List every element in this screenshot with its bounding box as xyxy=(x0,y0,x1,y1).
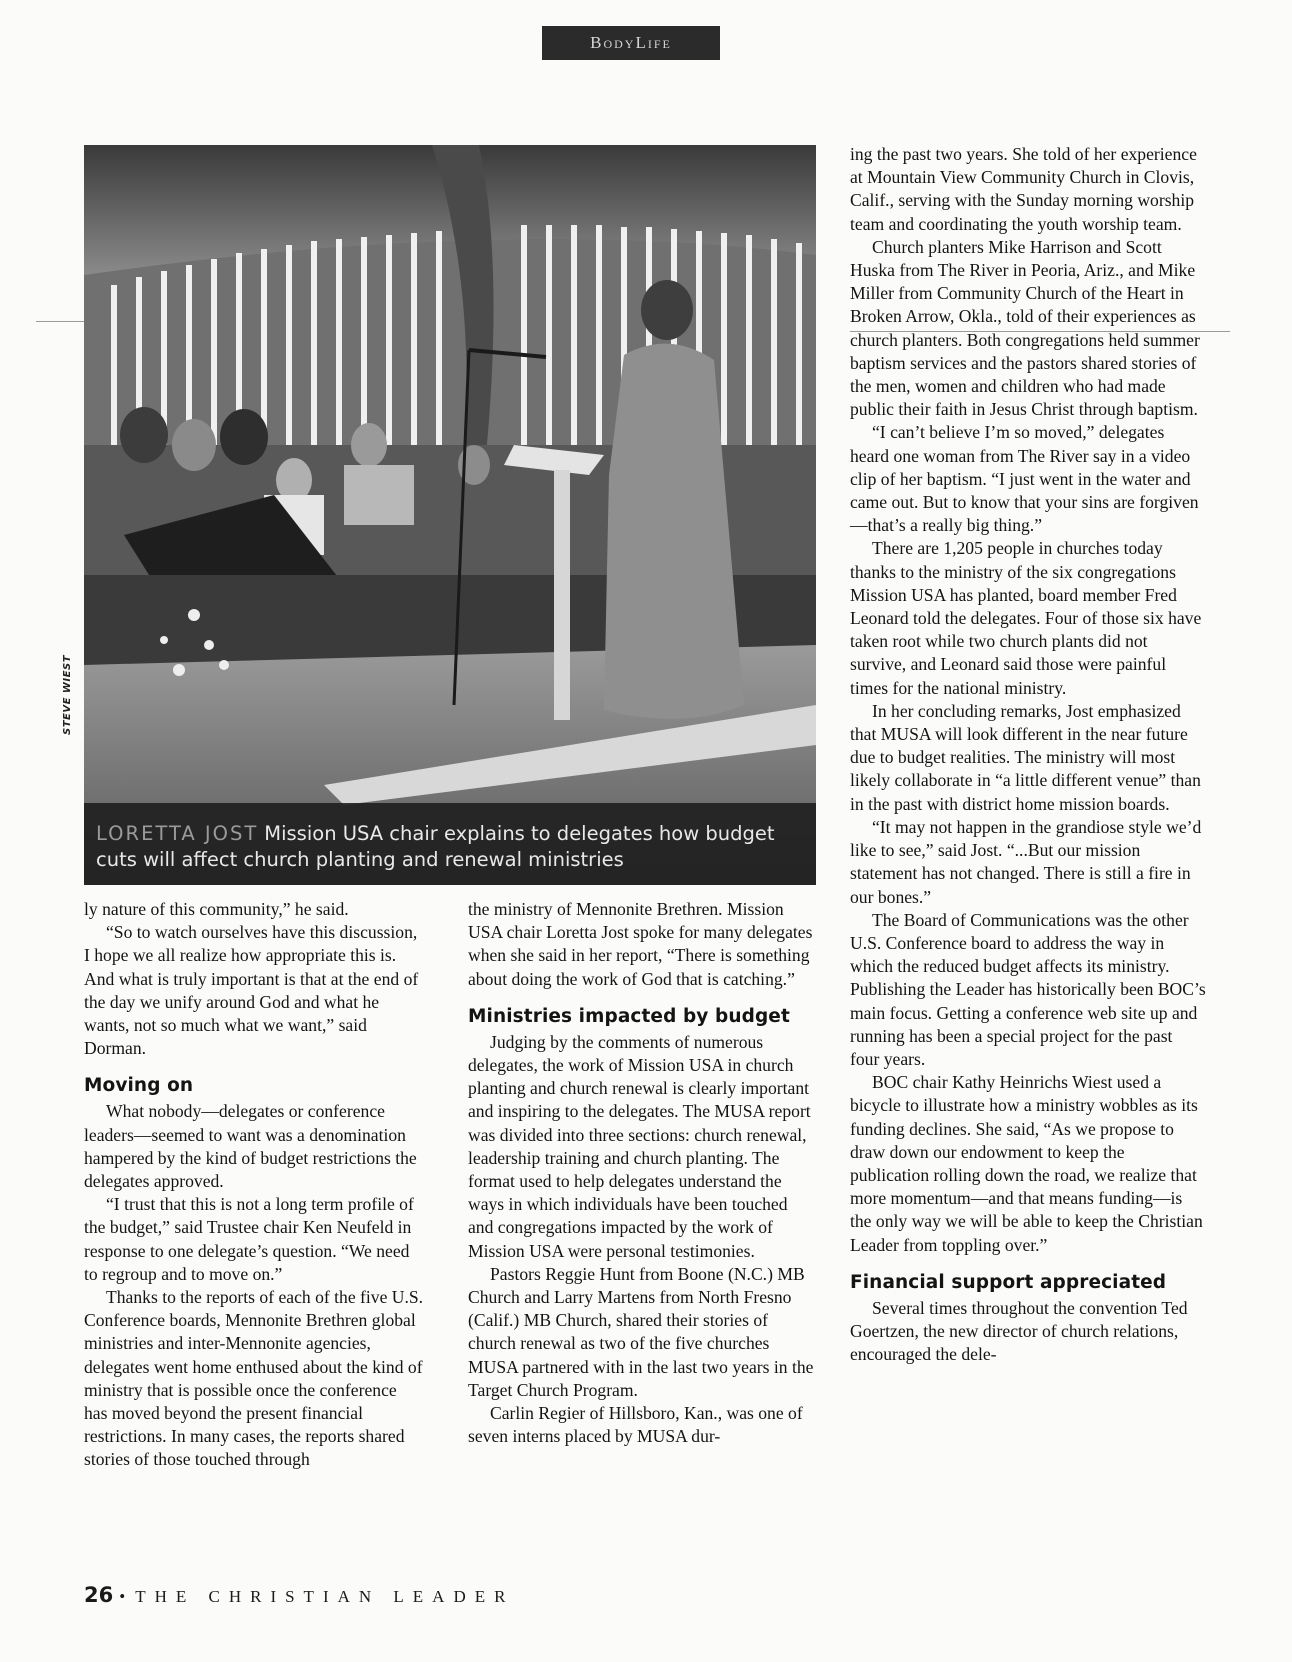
caption-text: Mission USA chair explains to delegates how budget cuts will affect church planting and renewal ministries xyxy=(96,822,775,871)
paragraph: What nobody—delegates or conference leaders—seemed to want was a denomination hampered by the kind of budget restrictions the delegates approved. xyxy=(84,1101,417,1192)
paragraph: Carlin Regier of Hillsboro, Kan., was one of seven interns placed by MUSA dur- xyxy=(468,1403,803,1447)
horizontal-rule-left xyxy=(36,321,86,322)
paragraph: “I can’t believe I’m so moved,” delegates heard one woman from The River say in a video clip of her baptism. “I just went in the water and came out. But to know that your sins are forgiven—that’s a really big thing.” xyxy=(850,422,1199,536)
photo-credit: STEVE WIEST xyxy=(62,654,73,735)
paragraph: Church planters Mike Harrison and Scott Huska from The River in Peoria, Ariz., and Mike Miller from Community Church of the Heart in Broken Arrow, Okla., told of their experiences as church planters. Both congregations held summer baptism services and the pastors shared stories of the men, women and children who had made public their faith in Jesus Christ through baptism. xyxy=(850,236,1200,420)
article-photo xyxy=(84,145,816,885)
page-footer xyxy=(84,1583,514,1607)
paragraph: ly nature of this community,” he said. xyxy=(84,899,349,919)
paragraph: There are 1,205 people in churches today thanks to the ministry of the six congregations Mission USA has planted, board member Fred Leonard told the delegates. Four of those six have taken root while two church plants did not survive, and Leonard said those were painful times for the national ministry. xyxy=(850,538,1202,698)
page-number: 26 xyxy=(84,1583,114,1607)
paragraph: The Board of Communications was the other U.S. Conference board to address the way in which the reduced budget affects its ministry. Publishing the Leader has historically been BOC’s main focus. Getting a conference web site up and running has been a special project for the past four years. xyxy=(850,909,1206,1069)
paragraph: “So to watch ourselves have this discussion, I hope we all realize how appropriate this is. And what is truly important is that at the end of the day we unify around God and what he wants, not so much what we want,” said Dorman. xyxy=(84,922,419,1059)
paragraph: In her concluding remarks, Jost emphasized that MUSA will look different in the near future due to budget realities. The ministry will most likely collaborate in “a little different venue” than in the past with district home mission boards. xyxy=(850,700,1201,814)
subheading: Ministries impacted by budget xyxy=(468,1005,790,1027)
caption-name: LORETTA JOST xyxy=(96,822,259,845)
section-header-tab: BodyLife xyxy=(542,26,720,60)
paragraph: “It may not happen in the grandiose style we’d like to see,” said Jost. “...But our mission statement has not changed. There is still a fire in our bones.” xyxy=(850,816,1202,907)
paragraph: Thanks to the reports of each of the five U.S. Conference boards, Mennonite Brethren global ministries and inter-Mennonite agencies, delegates went home enthused about the kind of ministry that is possible once the conference has moved beyond the present financial restrictions. In many cases, the reports shared stories of those touched through xyxy=(84,1287,424,1470)
paragraph: Pastors Reggie Hunt from Boone (N.C.) MB Church and Larry Martens from North Fresno (Calif.) MB Church, shared their stories of church renewal as two of the five churches MUSA partnered with in the last two years in the Target Church Program. xyxy=(468,1263,814,1400)
article-column-2 xyxy=(468,898,816,1448)
article-column-1 xyxy=(84,898,424,1472)
article-column-3 xyxy=(850,143,1206,1366)
paragraph: the ministry of Mennonite Brethren. Mission USA chair Loretta Jost spoke for many delegates when she said in her report, “There is something about doing the work of God that is catching.” xyxy=(468,899,813,989)
paragraph: BOC chair Kathy Heinrichs Wiest used a bicycle to illustrate how a ministry wobbles as its funding declines. She said, “As we propose to draw down our endowment to keep the publication rolling down the road, we realize that more momentum—and that means funding—is the only way we will be able to keep the Christian Leader from toppling over.” xyxy=(850,1072,1203,1255)
paragraph: Several times throughout the convention Ted Goertzen, the new director of church relations, encouraged the dele- xyxy=(850,1297,1188,1365)
paragraph: Judging by the comments of numerous delegates, the work of Mission USA in church planting and church renewal is clearly important and inspiring to the delegates. The MUSA report was divided into three sections: church renewal, leadership training and church planting. The format used to help delegates understand the ways in which individuals have been touched and congregations impacted by the work of Mission USA were personal testimonies. xyxy=(468,1031,811,1261)
subheading: Financial support appreciated xyxy=(850,1271,1167,1293)
photo-illustration xyxy=(84,145,816,885)
publication-name: THE CHRISTIAN LEADER xyxy=(135,1587,515,1606)
photo-caption xyxy=(84,803,816,885)
paragraph: “I trust that this is not a long term profile of the budget,” said Trustee chair Ken Neufeld in response to one delegate’s question. “We need to regroup and to move on.” xyxy=(84,1194,414,1284)
subheading: Moving on xyxy=(84,1075,194,1097)
footer-bullet: • xyxy=(119,1587,126,1606)
paragraph: ing the past two years. She told of her experience at Mountain View Community Church in Clovis, Calif., serving with the Sunday morning worship team and coordinating the youth worship team. xyxy=(850,144,1197,234)
